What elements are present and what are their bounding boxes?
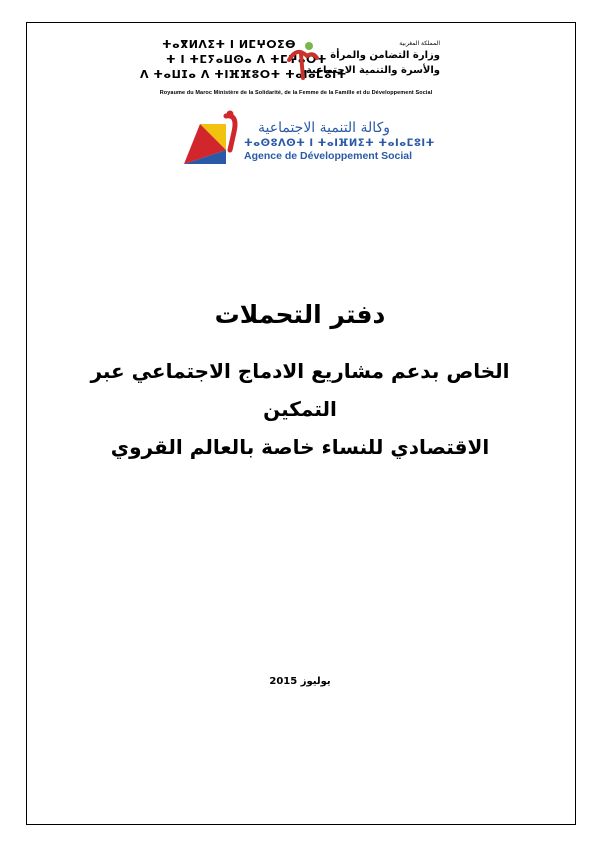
- ministry-arabic-kingdom: المملكة المغربية: [399, 40, 440, 47]
- ministry-tifinagh-line: ⴷ ⵜⴰⵡⵊⴰ ⴷ ⵜⵏⴼⴼⵓⵔⵜ ⵜⴰⵏⴰⵎⵓⵏⵜ: [140, 68, 347, 81]
- agency-logo: [180, 110, 435, 168]
- ministry-french-name: Royaume du Maroc Ministère de la Solidarité, de la Femme de la Famille et du Développement Social: [159, 90, 433, 96]
- agency-tifinagh-name: ⵜⴰⵙⵓⴷⵙⵜ ⵏ ⵜⴰⵏⴼⵍⵉⵜ ⵜⴰⵏⴰⵎⵓⵏⵜ: [244, 138, 435, 149]
- ministry-tifinagh-line: ⵜ ⵏ ⵜⵎⵢⴰⵡⵙⴰ ⴷ ⵜⵎⵖⴰⵔⵜ: [166, 53, 327, 66]
- agency-french-name: Agence de Développement Social: [244, 150, 413, 162]
- document-date: يوليوز 2015: [269, 676, 331, 687]
- subtitle-line: الاقتصادي للنساء خاصة بالعالم القروي: [110, 435, 490, 459]
- subtitle-line: الخاص بدعم مشاريع الادماج الاجتماعي عبر التمكين: [90, 359, 510, 421]
- agency-arabic-name: وكالة التنمية الاجتماعية: [258, 120, 390, 136]
- document-subtitle: [60, 352, 540, 466]
- ministry-arabic-line: والأسرة والتنمية الاجتماعية: [305, 65, 440, 76]
- ministry-tifinagh-line: ⵜⴰⴳⵍⴷⵉⵜ ⵏ ⵍⵎⵖⵔⵉⴱ: [162, 38, 297, 51]
- document-title: دفتر التحملات: [214, 300, 386, 329]
- ministry-arabic-line: وزارة التضامن والمرأة: [330, 50, 440, 61]
- ads-emblem-icon: [180, 110, 242, 168]
